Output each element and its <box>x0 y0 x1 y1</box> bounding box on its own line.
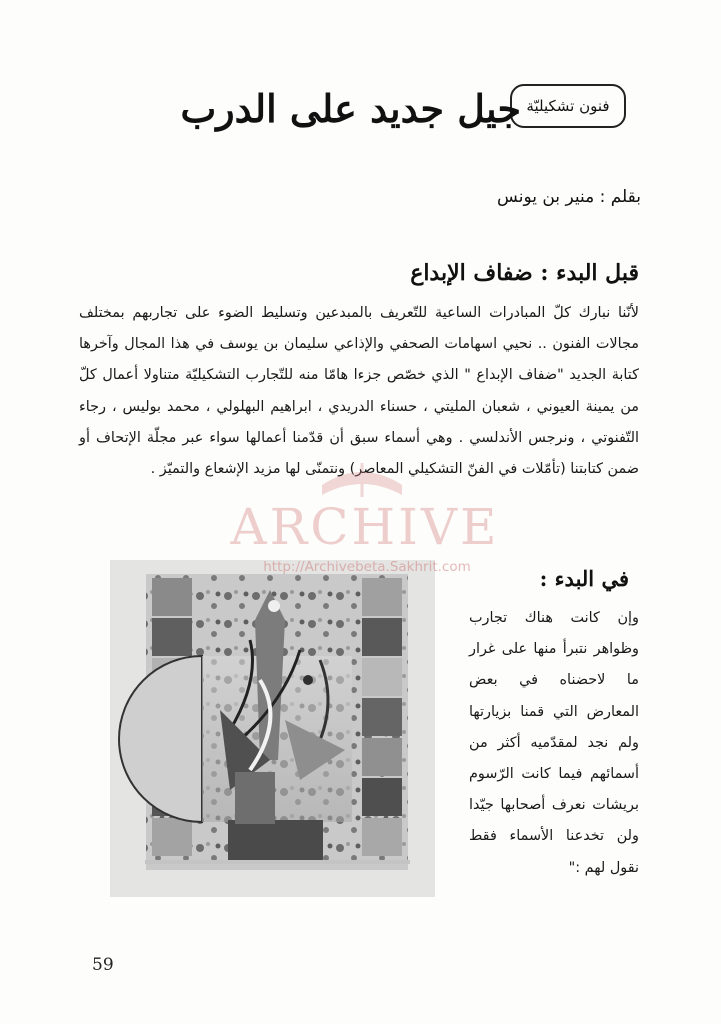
archive-watermark-url: http://Archivebeta.Sakhrit.com <box>263 559 471 575</box>
article-title: جيل جديد على الدرب <box>180 86 521 131</box>
category-badge <box>510 84 626 128</box>
author-byline: بقلم : منير بن يونس <box>497 187 641 207</box>
intro-heading: قبل البدء : ضفاف الإبداع <box>410 260 639 286</box>
intro-paragraph: لأنّنا نبارك كلّ المبادرات الساعية للتّعريف بالمبدعين وتسليط الضوء على تجاربهم بمختلف مجالات الفنون .. نحيي اسهامات الصحفي والإذاعي سليمان بن يوسف في هذا المجال وآخرها كتابة الجديد "ضفاف الإبداع " الذي خصّص جزءا هامّا منه للتّجارب التشكيليّة متناولا أعمال كلّ من يمينة العيوني ، شعبان المليتي ، حسناء الدريدي ، ابراهيم البهلولي ، محمد بوليس ، رجاء التّفنوتي ، ونرجس الأندلسي . وهي أسماء سبق أن قدّمنا أعمالها سواء عبر مجلّة الإتحاف أو ضمن كتابتنا (تأمّلات في الفنّ التشكيلي المعاصر) ونتمنّى لها مزيد الإشعاع والتميّز . <box>79 305 639 478</box>
section-paragraph: وإن كانت هناك تجارب وظواهر نتبرأ منها على غرار ما لاحضناه في بعض المعارض التي قمنا بزيارتها ولم نجد لمقدّميه أكثر من أسمائهم فيما كانت الرّسوم بريشات نعرف أصحابها جيّدا ولن تخدعنا الأسماء فقط نقول لهم :" <box>469 610 639 876</box>
archive-watermark: ARCHIVE <box>230 498 500 556</box>
category-badge-label: فنون تشكيليّة <box>526 97 610 115</box>
artwork-image <box>110 560 435 897</box>
section-heading: في البدء : <box>539 566 629 591</box>
page-number: 59 <box>92 955 114 975</box>
